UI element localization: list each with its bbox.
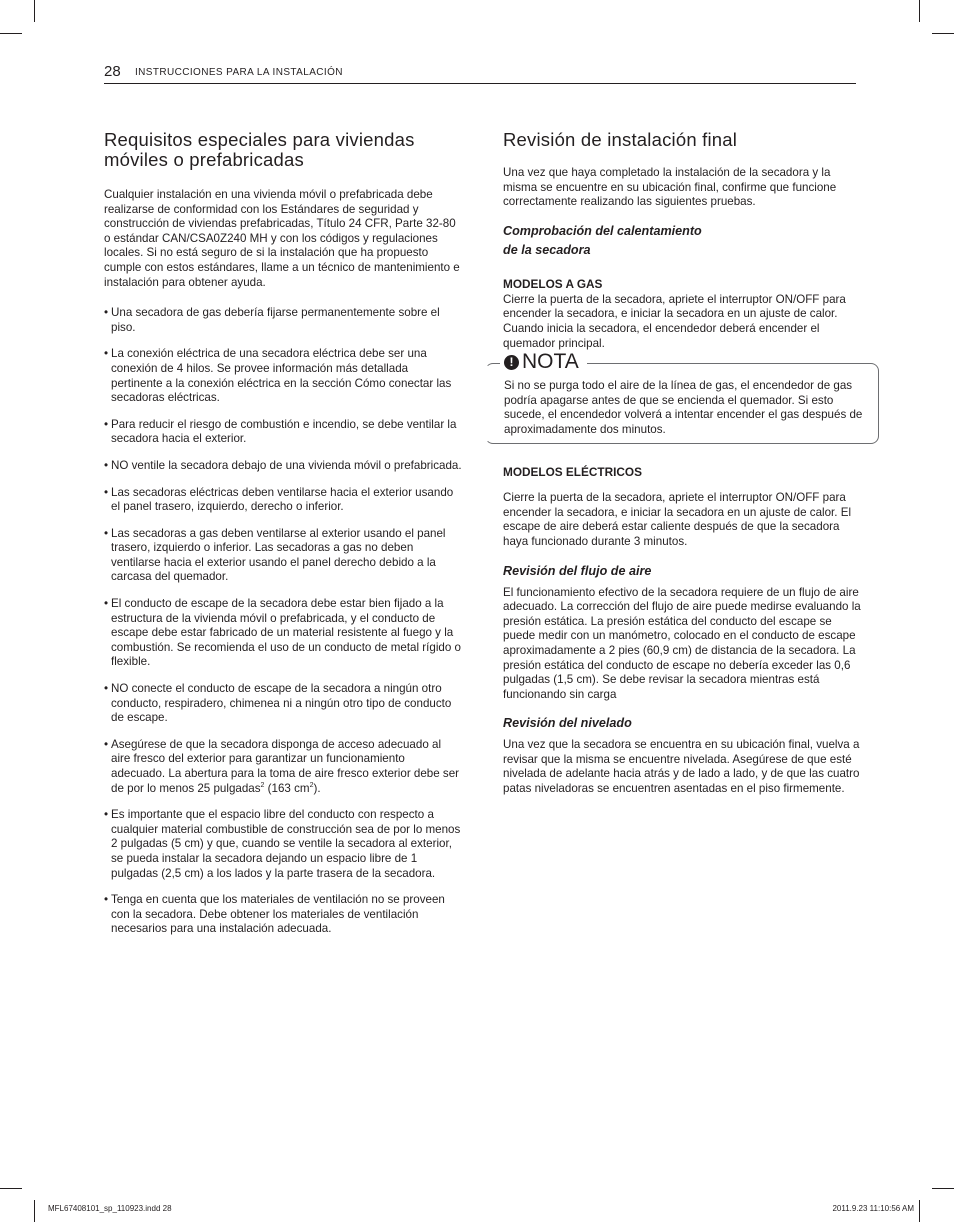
subheading-heat-check: Comprobación del calentamiento de la secadora — [503, 223, 702, 257]
section-heading-final-check: Revisión de instalación final — [503, 129, 738, 150]
warning-icon: ! — [504, 355, 519, 370]
note-box — [485, 350, 879, 444]
note-title — [500, 350, 587, 374]
page-number: 28 — [104, 63, 121, 80]
crop-mark — [932, 33, 954, 34]
list-item: • Una secadora de gas debería fijarse permanentemente sobre el piso. — [104, 306, 462, 335]
footer-file-info: MFL67408101_sp_110923.indd 28 — [48, 1204, 172, 1213]
footer-timestamp: 2011.9.23 11:10:56 AM — [832, 1204, 914, 1213]
crop-mark — [0, 33, 22, 34]
leveling-paragraph: Una vez que la secadora se encuentra en su ubicación final, vuelva a revisar que la misma se encuentre nivelada. Asegúrese de que esté nivelada de adelante hacia atrás y de lado a lado, y de que las cuatro patas niveladoras se encuentren asentadas en el piso firmemente. — [503, 738, 860, 796]
crop-mark — [919, 0, 920, 22]
left-column — [104, 130, 462, 949]
crop-mark — [0, 1188, 22, 1189]
list-item: • La conexión eléctrica de una secadora eléctrica debe ser una conexión de 4 hilos. Se provee información más detallada pertinente a la conexión eléctrica en la sección Cómo conectar las secadoras eléctricas. — [104, 347, 462, 405]
airflow-paragraph: El funcionamiento efectivo de la secadora requiere de un flujo de aire adecuado. La corrección del flujo de aire puede medirse evaluando la presión estática. La presión estática del conducto del escape se puede medir con un manómetro, colocado en el conducto de escape aproximadamente a 2 pies (60,9 cm) de distancia de la secadora. La presión estática del conducto de escape no debería exceder las 0,6 pulgadas (1,5 cm). Se debe revisar la secadora mientras está funcionando sin carga — [503, 585, 861, 701]
list-item — [104, 738, 462, 796]
electric-models-paragraph: Cierre la puerta de la secadora, apriete el interruptor ON/OFF para encender la secadora, e iniciar la secadora en un ajuste de calor. El escape de aire deberá estar caliente después de que la secadora haya funcionado durante 3 minutos. — [503, 491, 852, 548]
crop-mark — [919, 1200, 920, 1222]
subheading-leveling: Revisión del nivelado — [503, 716, 632, 731]
fresh-air-metric: (163 cm — [264, 781, 310, 795]
intro-paragraph: Cualquier instalación en una vivienda móvil o prefabricada debe realizarse de conformidad con los Estándares de seguridad y construcción de viviendas prefabricadas, Título 24 CFR, Parte 32-80 o estándar CAN/CSA0Z240 MH y con los códigos y regulaciones locales. Si no está seguro de si la instalación que ha propuesto cumple con estos estándares, llame a un técnico de mantenimiento e instalación para obtener ayuda. — [104, 188, 460, 289]
list-item: • El conducto de escape de la secadora debe estar bien fijado a la estructura de la vivienda móvil o prefabricada, y el conducto de escape debe estar fabricado de un material resistente al fuego y la combustión. Se recomienda el uso de un conducto de metal rígido o flexible. — [104, 597, 462, 670]
subheading-gas-models: MODELOS A GAS — [503, 276, 603, 291]
list-item: • Las secadoras a gas deben ventilarse al exterior usando el panel trasero, izquierdo o inferior. Las secadoras a gas no deben ventilarse hacia el exterior usando el panel derecho debido a la carcasa del quemador. — [104, 527, 462, 585]
intro-paragraph: Una vez que haya completado la instalación de la secadora y la misma se encuentre en su ubicación final, confirme que funcione correctamente realizando las siguientes pruebas. — [503, 166, 837, 209]
gas-models-paragraph: Cierre la puerta de la secadora, apriete el interruptor ON/OFF para encender la secadora, e iniciar la secadora en un ajuste de calor. Cuando inicia la secadora, el encendedor deberá encender el quemador principal. — [503, 292, 846, 350]
list-item: • Es importante que el espacio libre del conducto con respecto a cualquier material combustible de construcción sea de por lo menos 2 pulgadas (5 cm) y que, cuando se ventile la secadora al exterior, se pueda instalar la secadora dejando un espacio libre de 1 pulgadas (2,5 cm) a los lados y la parte trasera de la secadora. — [104, 808, 462, 881]
crop-mark — [34, 0, 35, 22]
crop-mark — [34, 1200, 35, 1222]
subheading-electric-models: MODELOS ELÉCTRICOS — [503, 465, 642, 480]
superscript: 2 — [309, 781, 314, 789]
list-item: • NO conecte el conducto de escape de la secadora a ningún otro conducto, respiradero, chimenea ni a ningún otro tipo de conducto de escape. — [104, 682, 462, 726]
list-item: • Para reducir el riesgo de combustión e incendio, se debe ventilar la secadora hacia el exterior. — [104, 418, 462, 447]
section-heading-mobile-homes: Requisitos especiales para viviendas móviles o prefabricadas — [104, 129, 415, 170]
right-column — [503, 130, 863, 809]
superscript: 2 — [260, 781, 265, 789]
crop-mark — [932, 1188, 954, 1189]
note-label: NOTA — [522, 350, 579, 374]
list-item: • NO ventile la secadora debajo de una vivienda móvil o prefabricada. — [104, 459, 462, 474]
fresh-air-text: Asegúrese de que la secadora disponga de acceso adecuado al aire fresco del exterior para garantizar un funcionamiento adecuado. La abertura para la toma de aire fresco exterior debe ser de por lo menos 25 pulgadas — [111, 737, 460, 795]
running-title: INSTRUCCIONES PARA LA INSTALACIÓN — [135, 67, 343, 78]
subheading-airflow: Revisión del flujo de aire — [503, 563, 652, 578]
list-item: • Tenga en cuenta que los materiales de ventilación no se proveen con la secadora. Debe obtener los materiales de ventilación necesarios para una instalación adecuada. — [104, 893, 462, 937]
note-text: Si no se purga todo el aire de la línea de gas, el encendedor de gas podría apagarse antes de que se encienda el quemador. Si esto sucede, el encendedor volverá a intentar encender el gas después de aproximadamente dos minutos. — [504, 379, 863, 436]
page-header — [104, 63, 856, 84]
list-item: • Las secadoras eléctricas deben ventilarse hacia el exterior usando el panel trasero, izquierdo, derecho o inferior. — [104, 486, 462, 515]
requirements-list — [104, 306, 462, 937]
fresh-air-end: ). — [313, 781, 321, 795]
